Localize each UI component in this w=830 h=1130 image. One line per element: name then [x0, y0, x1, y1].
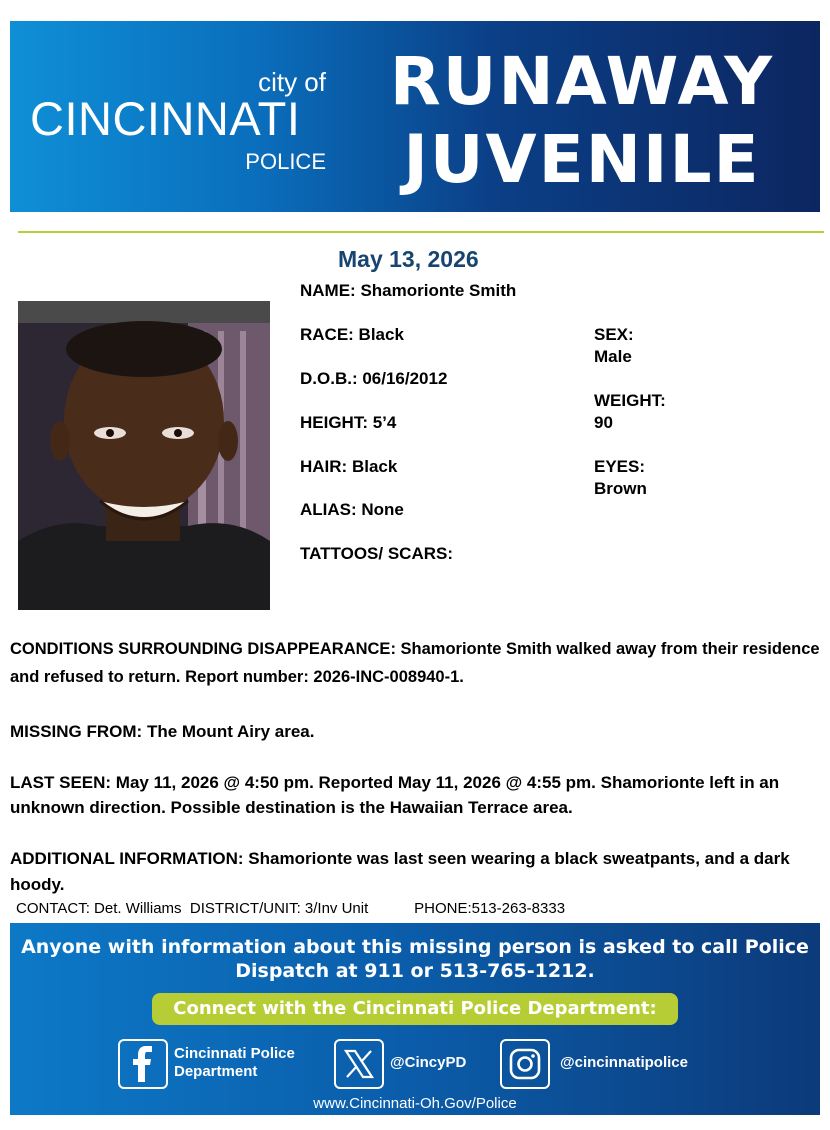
sex-label: SEX: [594, 325, 634, 344]
eyes-label: EYES: [594, 457, 646, 476]
divider [18, 231, 824, 233]
call-to-action-line-1: Anyone with information about this missing person is asked to call Police [21, 936, 809, 958]
connect-banner: Connect with the Cincinnati Police Department: [152, 993, 678, 1025]
name-field: NAME: Shamorionte Smith [300, 281, 517, 300]
instagram-glyph [509, 1048, 541, 1080]
instagram-link[interactable]: @cincinnatipolice [560, 1054, 688, 1071]
sex-value: Male [594, 347, 632, 366]
x-icon[interactable] [334, 1039, 384, 1089]
additional-info-paragraph [10, 846, 820, 898]
cincinnati-police-logo [30, 69, 330, 199]
facebook-line-1: Cincinnati Police [174, 1045, 295, 1062]
weight-label: WEIGHT: [594, 391, 666, 410]
height-field: HEIGHT: 5’4 [300, 413, 397, 432]
logo-dept-text: POLICE [245, 149, 326, 174]
title-line-1: RUNAWAY [389, 43, 775, 120]
facebook-glyph [130, 1046, 156, 1082]
person-photo-illustration [18, 301, 270, 610]
facebook-icon[interactable] [118, 1039, 168, 1089]
last-seen-paragraph [10, 770, 820, 820]
title-line-2: JUVENILE [403, 121, 761, 198]
x-link[interactable]: @CincyPD [390, 1054, 467, 1071]
page-title [384, 43, 780, 199]
contact-name: CONTACT: Det. Williams [16, 900, 182, 917]
alias-field: ALIAS: None [300, 500, 404, 519]
facebook-line-2: Department [174, 1063, 258, 1080]
missing-from-text: The Mount Airy area. [142, 722, 315, 741]
header-banner [10, 21, 820, 212]
website-link[interactable]: www.Cincinnati-Oh.Gov/Police [313, 1095, 517, 1112]
conditions-paragraph [10, 635, 820, 691]
weight-value: 90 [594, 413, 613, 432]
missing-from-paragraph [10, 719, 820, 745]
conditions-label: CONDITIONS SURROUNDING DISAPPEARANCE: [10, 640, 396, 658]
dob-field: D.O.B.: 06/16/2012 [300, 369, 448, 388]
logo-city-text: city of [258, 67, 326, 97]
person-photo [18, 301, 270, 610]
eyes-value: Brown [594, 479, 647, 498]
footer-banner [10, 923, 820, 1115]
conditions-text: Shamorionte Smith walked away from their residence and refused to return. Report number: 2026-INC-008940-1. [10, 640, 820, 686]
last-seen-label: LAST SEEN: [10, 773, 112, 792]
hair-field: HAIR: Black [300, 457, 398, 476]
instagram-icon[interactable] [500, 1039, 550, 1089]
additional-info-label: ADDITIONAL INFORMATION: [10, 849, 244, 868]
contact-district: DISTRICT/UNIT: 3/Inv Unit [189, 900, 369, 917]
contact-line [16, 900, 565, 917]
contact-phone[interactable]: PHONE:513-263-8333 [414, 900, 566, 917]
call-to-action [10, 935, 820, 983]
facebook-link[interactable] [174, 1045, 295, 1081]
tattoos-field: TATTOOS/ SCARS: [300, 544, 453, 563]
race-field: RACE: Black [300, 325, 404, 344]
bulletin-date: May 13, 2026 [338, 246, 479, 272]
additional-info-text: Shamorionte was last seen wearing a black sweatpants, and a dark hoody. [10, 849, 790, 894]
x-glyph [344, 1049, 374, 1079]
logo-name-text: CINCINNATI [30, 92, 301, 145]
missing-from-label: MISSING FROM: [10, 722, 143, 741]
last-seen-text: May 11, 2026 @ 4:50 pm. Reported May 11, 2026 @ 4:55 pm. Shamorionte left in an unknown direction. Possible destination is the Hawaiian Terrace area. [10, 773, 780, 817]
call-to-action-line-2: Dispatch at 911 or 513-765-1212. [235, 960, 595, 982]
